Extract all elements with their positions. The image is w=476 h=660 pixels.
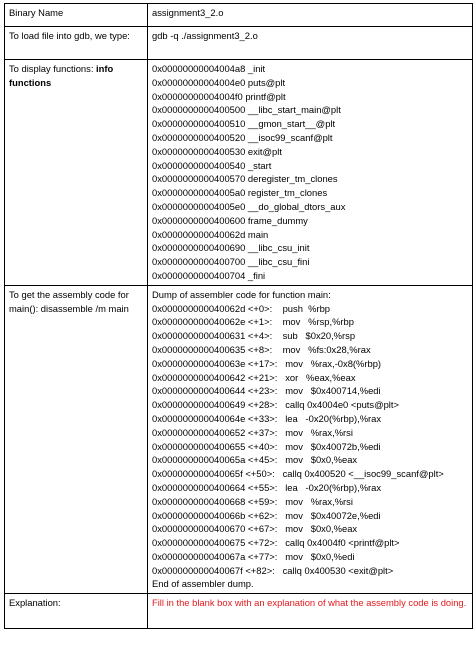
assembly-lines xyxy=(152,302,468,578)
function-list-item: 0x00000000004004f0 printf@plt xyxy=(152,90,286,102)
assembly-header: Dump of assembler code for function main: xyxy=(152,288,331,300)
assembly-line: 0x000000000040065f <+50>: callq 0x400520 <__isoc99_scanf@plt> xyxy=(152,468,444,480)
function-list-item: 0x00000000004004a8 _init xyxy=(152,63,266,74)
display-functions-label xyxy=(5,60,148,286)
binary-name-value: assignment3_2.o xyxy=(148,4,473,27)
function-list-item: 0x0000000000400520 __isoc99_scanf@plt xyxy=(152,131,333,143)
row-binary-name xyxy=(5,4,473,27)
function-list-item: 0x0000000000400570 deregister_tm_clones xyxy=(152,173,338,185)
display-functions-label-text: To display functions: xyxy=(9,63,94,74)
function-list-item: 0x00000000004005a0 register_tm_clones xyxy=(152,187,328,199)
function-list-item: 0x0000000000400530 exit@plt xyxy=(152,145,282,157)
assembly-line: 0x0000000000400631 <+4>: sub $0x20,%rsp xyxy=(152,330,356,342)
function-list-item: 0x00000000004005e0 __do_global_dtors_aux xyxy=(152,200,346,212)
explanation-text[interactable]: Fill in the blank box with an explanation of what the assembly code is doing. xyxy=(148,594,473,629)
function-list-item: 0x0000000000400510 __gmon_start__@plt xyxy=(152,118,336,130)
explanation-label: Explanation: xyxy=(5,594,148,629)
assembly-line: 0x0000000000400668 <+59>: mov %rax,%rsi xyxy=(152,495,353,507)
info-functions-command: info functions xyxy=(9,63,114,88)
assembly-footer: End of assembler dump. xyxy=(152,578,254,590)
assembly-line: 0x0000000000400664 <+55>: lea -0x20(%rbp),%rax xyxy=(152,481,382,493)
assembly-label: To get the assembly code for main(): disassemble /m main xyxy=(5,285,148,594)
assembly-line: 0x0000000000400644 <+23>: mov $0x400714,%edi xyxy=(152,385,381,397)
assembly-line: 0x0000000000400675 <+72>: callq 0x4004f0 <printf@plt> xyxy=(152,537,400,549)
function-list-item: 0x0000000000400500 __libc_start_main@plt xyxy=(152,104,341,116)
row-load-file xyxy=(5,27,473,60)
assembly-line: 0x0000000000400670 <+67>: mov $0x0,%eax xyxy=(152,523,358,535)
row-assembly xyxy=(5,285,473,594)
function-list-item: 0x00000000004004e0 puts@plt xyxy=(152,76,286,88)
assembly-line: 0x0000000000400652 <+37>: mov %rax,%rsi xyxy=(152,426,353,438)
assembly-line: 0x000000000040062e <+1>: mov %rsp,%rbp xyxy=(152,316,354,328)
assembly-line: 0x0000000000400635 <+8>: mov %fs:0x28,%rax xyxy=(152,343,371,355)
assembly-line: 0x0000000000400655 <+40>: mov $0x40072b,%edi xyxy=(152,440,381,452)
assembly-line: 0x000000000040067a <+77>: mov $0x0,%edi xyxy=(152,550,355,562)
assembly-line: 0x000000000040064e <+33>: lea -0x20(%rbp),%rax xyxy=(152,412,382,424)
functions-list xyxy=(148,60,473,286)
assembly-line: 0x000000000040067f <+82>: callq 0x400530 <exit@plt> xyxy=(152,564,394,576)
assembly-line: 0x000000000040062d <+0>: push %rbp xyxy=(152,302,331,314)
assembly-line: 0x0000000000400649 <+28>: callq 0x4004e0 <puts@plt> xyxy=(152,399,399,411)
function-list-item: 0x0000000000400540 _start xyxy=(152,159,272,171)
assembly-line: 0x000000000040065a <+45>: mov $0x0,%eax xyxy=(152,454,358,466)
assembly-line: 0x000000000040066b <+62>: mov $0x40072e,%edi xyxy=(152,509,381,521)
row-display-functions xyxy=(5,60,473,286)
function-list-item: 0x0000000000400700 __libc_csu_fini xyxy=(152,256,310,268)
function-list-item: 0x0000000000400690 __libc_csu_init xyxy=(152,242,310,254)
assembly-line: 0x0000000000400642 <+21>: xor %eax,%eax xyxy=(152,371,356,383)
assignment-table xyxy=(4,3,473,629)
assembly-line: 0x000000000040063e <+17>: mov %rax,-0x8(%rbp) xyxy=(152,357,382,369)
load-file-label: To load file into gdb, we type: xyxy=(5,27,148,60)
assembly-dump xyxy=(148,285,473,594)
row-explanation xyxy=(5,594,473,629)
function-list-item: 0x0000000000400600 frame_dummy xyxy=(152,214,308,226)
binary-name-label: Binary Name xyxy=(5,4,148,27)
function-list-item: 0x0000000000400704 _fini xyxy=(152,269,266,281)
function-list-item: 0x000000000040062d main xyxy=(152,228,269,240)
load-file-command: gdb -q ./assignment3_2.o xyxy=(148,27,473,60)
